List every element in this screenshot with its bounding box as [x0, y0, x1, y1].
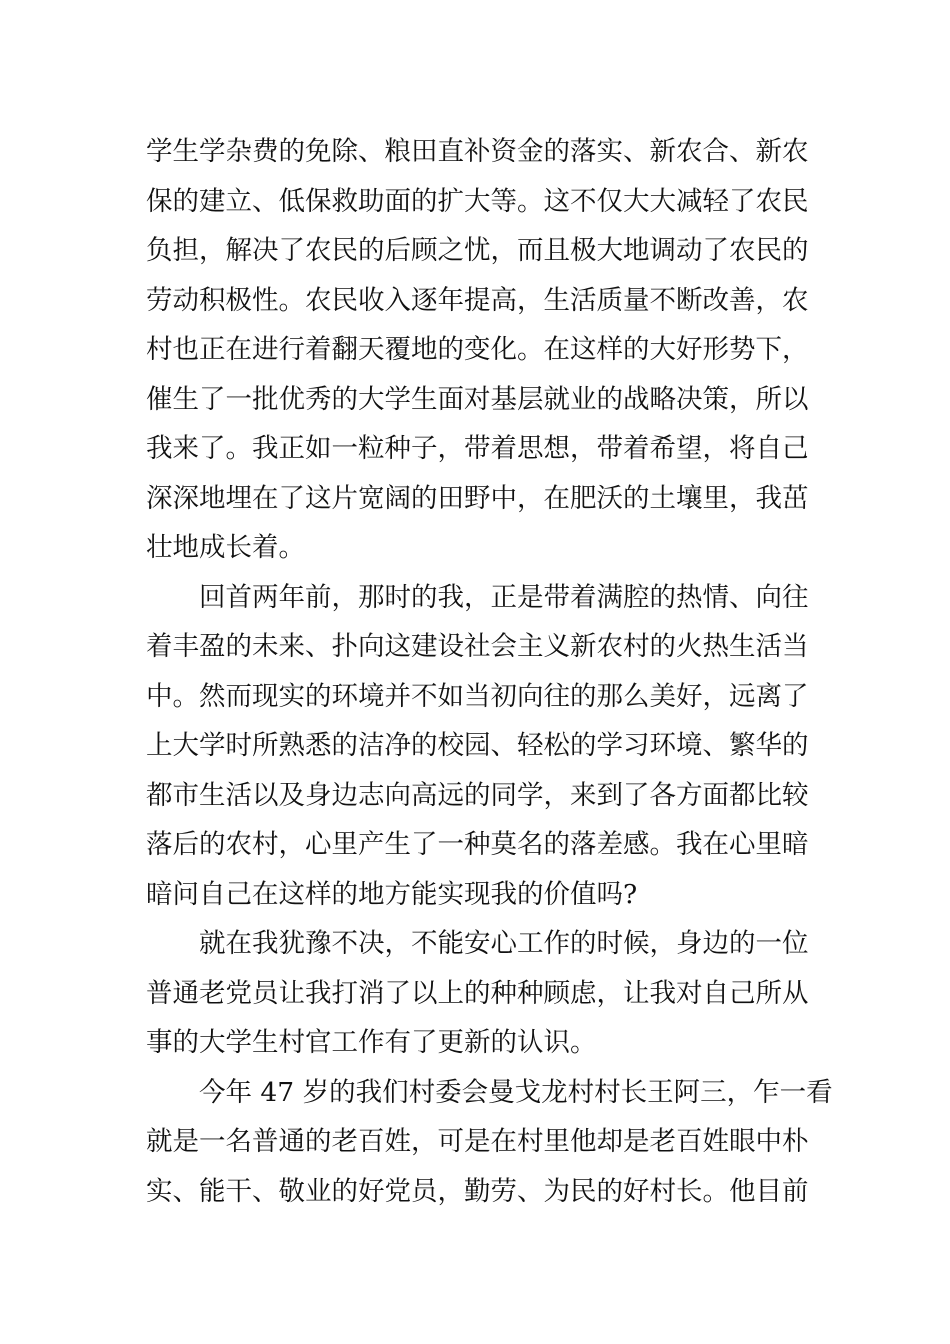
text-line: 中。然而现实的环境并不如当初向往的那么美好，远离了: [146, 680, 809, 712]
paragraph-2: [146, 573, 809, 920]
text-line: 事的大学生村官工作有了更新的认识。: [146, 1027, 597, 1058]
paragraph-3: [146, 919, 809, 1068]
paragraph-1: [146, 127, 809, 573]
paragraph-4: [146, 1068, 833, 1217]
text-line: 普通老党员让我打消了以上的种种顾虑，让我对自己所从: [146, 977, 809, 1009]
text-line: 劳动积极性。农民收入逐年提高，生活质量不断改善，农: [146, 284, 809, 316]
text-line: 实、能干、敬业的好党员，勤劳、为民的好村长。他目前: [146, 1175, 809, 1207]
text-line: 上大学时所熟悉的洁净的校园、轻松的学习环境、繁华的: [146, 730, 809, 761]
text-line: 回首两年前，那时的我，正是带着满腔的热情、向往: [199, 581, 809, 613]
text-line: 都市生活以及身边志向高远的同学，来到了各方面都比较: [146, 779, 809, 811]
text-line: 落后的农村，心里产生了一种莫名的落差感。我在心里暗: [146, 829, 809, 860]
text-line: 深深地埋在了这片宽阔的田野中，在肥沃的土壤里，我茁: [146, 482, 809, 514]
text-line: 保的建立、低保救助面的扩大等。这不仅大大减轻了农民: [146, 185, 809, 217]
text-line: 负担，解决了农民的后顾之忧，而且极大地调动了农民的: [146, 235, 809, 266]
text-line: 村也正在进行着翻天覆地的变化。在这样的大好形势下，: [146, 334, 809, 365]
text-line: 就是一名普通的老百姓，可是在村里他却是老百姓眼中朴: [146, 1126, 809, 1157]
document-page: [146, 127, 833, 1216]
text-line: 催生了一批优秀的大学生面对基层就业的战略决策，所以: [146, 383, 809, 415]
text-line: 暗问自己在这样的地方能实现我的价值吗?: [146, 878, 638, 910]
text-line: 我来了。我正如一粒种子，带着思想，带着希望，将自己: [146, 433, 809, 464]
text-line: 就在我犹豫不决，不能安心工作的时候，身边的一位: [199, 928, 809, 959]
text-line: 今年 47 岁的我们村委会曼戈龙村村长王阿三，乍一看: [199, 1076, 833, 1108]
text-line: 壮地成长着。: [146, 532, 305, 563]
text-line: 学生学杂费的免除、粮田直补资金的落实、新农合、新农: [146, 136, 809, 167]
text-line: 着丰盈的未来、扑向这建设社会主义新农村的火热生活当: [146, 631, 809, 662]
